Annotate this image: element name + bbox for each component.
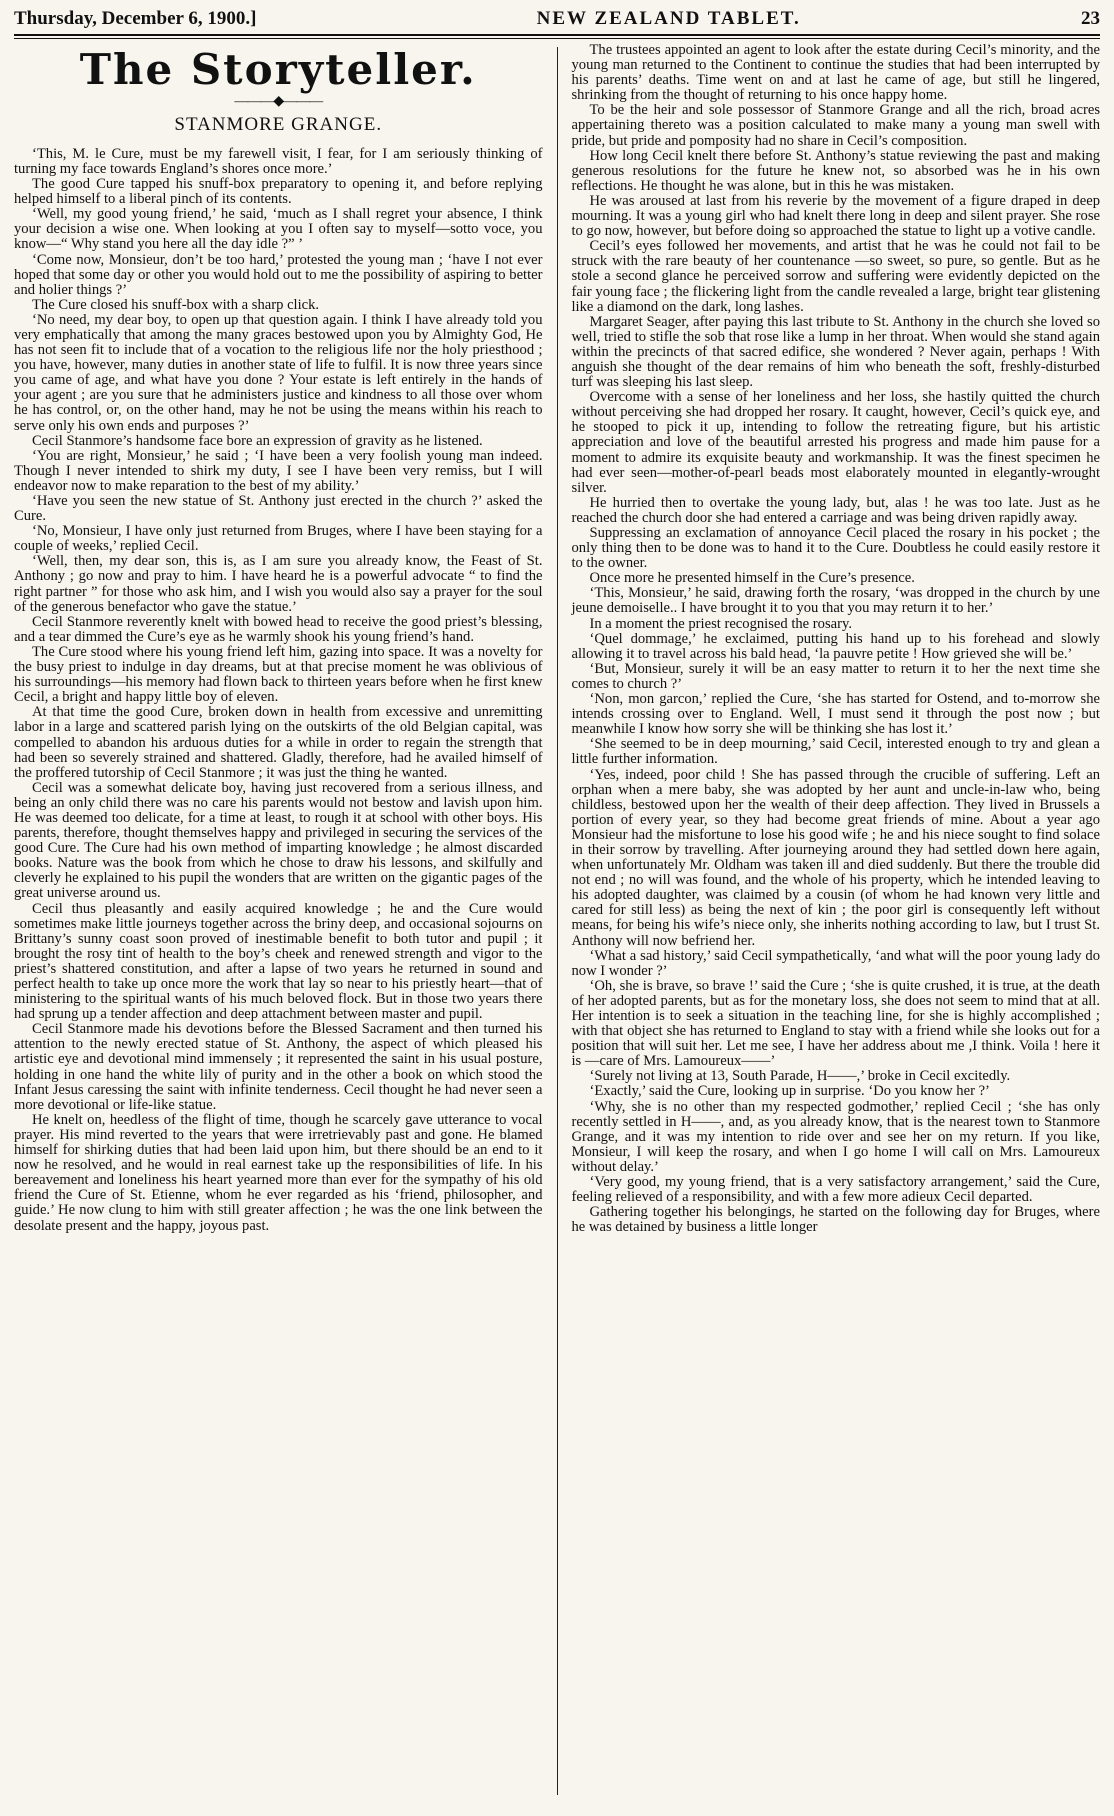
paragraph: ‘Non, mon garcon,’ replied the Cure, ‘she has started for Ostend, and to-morrow she intends crossing over to England. Well, I must send it through the post now ; but meanwhile I know how sorry she will be thinking she has lost it.’: [571, 691, 1100, 738]
header-rule-thin: [14, 38, 1100, 39]
paragraph: ‘Why, she is no other than my respected godmother,’ replied Cecil ; ‘she has only recently settled in H——, and, as you already know, that is the nearest town to Stanmore Grange, and it was my intention to ride over and see her on my return. If you like, Monsieur, I will keep the rosary, and when I go home I will call on Mrs. Lamoureux without delay.’: [571, 1098, 1100, 1175]
paragraph: He was aroused at last from his reverie by the movement of a figure draped in deep mourning. It was a young girl who had knelt there long in deep and silent prayer. She rose to go now, however, but before doing so approached the statue to light up a votive candle.: [571, 192, 1100, 240]
paragraph: ‘You are right, Monsieur,’ he said ; ‘I have been a very foolish young man indeed. Though I never intended to shirk my duty, I see I have been very remiss, but I will endeavor now to make reparation to the best of my ability.’: [14, 447, 543, 494]
paragraph: Suppressing an exclamation of annoyance Cecil placed the rosary in his pocket ; the only thing then to be done was to hand it to the Cure. Doubtless he could easily restore it to the owner.: [571, 525, 1100, 572]
paragraph: Cecil’s eyes followed her movements, and artist that he was he could not fail to be struck with the rare beauty of her countenance —so sweet, so pure, so gentle. But as he stole a second glance he perceived sorrow and suffering were evidently depicted on the fair young face ; the flickering light from the candle revealed a large, bright tear glistening like a diamond on the dark, long lashes.: [571, 238, 1100, 315]
right-column: [558, 43, 1101, 1795]
paragraph: Cecil Stanmore’s handsome face bore an expression of gravity as he listened.: [32, 432, 483, 449]
paragraph: Margaret Seager, after paying this last tribute to St. Anthony in the church she loved so well, tried to stifle the sob that rose like a lump in her throat. When would she stand again within the precincts of that sacred edifice, she wondered ? Never again, perhaps ! With anguish she thought of the dear remains of him who beneath the soft, freshly-disturbed turf was sleeping his last sleep.: [571, 313, 1100, 391]
paragraph: Cecil was a somewhat delicate boy, having just recovered from a serious illness, and being an only child there was no care his parents would not bestow and lavish upon him. He was deemed too delicate, for a time at least, to rough it at school with other boys. His parents, therefore, thought themselves happy and privileged in securing the services of the good Cure. The Cure had his own method of imparting knowledge ; he almost discarded books. Nature was the book from which he chose to draw his lessons, and skilfully and cleverly he explained to his pupil the wonders that are written on the gigantic pages of the great universe around us.: [14, 779, 543, 902]
paragraph: The Cure closed his snuff-box with a sharp click.: [32, 296, 320, 313]
paragraph: Cecil Stanmore made his devotions before the Blessed Sacrament and then turned his attention to the newly erected statue of St. Anthony, the aspect of which pleased his artistic eye and devotional mind immensely ; it represented the saint in his usual posture, holding in one hand the white lily of purity and in the other a book on which stood the Infant Jesus caressing the saint with infinite tenderness. Cecil thought he had never seen a more devotional or life-like statue.: [14, 1021, 543, 1113]
paragraph: Overcome with a sense of her loneliness and her loss, she hastily quitted the church without perceiving she had dropped her rosary. It caught, however, Cecil’s quick eye, and he stooped to pick it up, intending to follow the retreating figure, but his artistic appreciation and love of the beautiful arrested his progress and made him pause for a moment to admire its exquisite beauty and workmanship. It was the finest specimen he had ever seen—mother-of-pearl beads most elaborately mounted in elegantly-wrought silver.: [571, 389, 1100, 496]
paragraph: ‘Very good, my young friend, that is a very satisfactory arrangement,’ said the Cure, feeling relieved of a responsibility, and with a few more adieux Cecil departed.: [571, 1174, 1100, 1206]
header-rule: [14, 34, 1100, 36]
page-number: 23: [1081, 8, 1100, 29]
paragraph: ‘Quel dommage,’ he exclaimed, putting his hand up to his forehead and slowly allowing it to travel across his bald head, ‘la pauvre petite ! How grieved she will be.’: [571, 630, 1100, 662]
paragraph: ‘This, M. le Cure, must be my farewell visit, I fear, for I am seriously thinking of turning my face towards England’s shores once more.’: [14, 145, 543, 177]
paragraph: The Cure stood where his young friend left him, gazing into space. It was a novelty for the busy priest to indulge in day dreams, but at that precise moment he was oblivious of his surroundings—his memory had flown back to thirteen years before when he first knew Cecil, a bright and happy little boy of eleven.: [14, 643, 543, 706]
paragraph: To be the heir and sole possessor of Stanmore Grange and all the rich, broad acres appertaining thereto was a position calculated to make many a young man swell with pride, but pride and pomposity had no share in Cecil’s composition.: [571, 102, 1100, 149]
paragraph: The trustees appointed an agent to look after the estate during Cecil’s minority, and the young man returned to the Continent to continue the studies that had been interrupted by his parents’ deaths. Time went on and at last he came of age, but still he lingered, shrinking from the thought of returning to his once happy home.: [571, 43, 1100, 104]
left-column-body: [14, 147, 543, 1234]
section-masthead: The Storyteller.: [79, 45, 477, 94]
paragraph: ‘Well, then, my dear son, this is, as I am sure you already know, the Feast of St. Anthony ; go now and pray to him. I have heard he is a powerful advocate “ to find the right partner ” for those who ask him, and I wish you would also say a prayer for the soul of the generous benefactor who gave the statue.’: [14, 553, 543, 615]
paragraph: He hurried then to overtake the young lady, but, alas ! he was too late. Just as he reached the church door she had entered a carriage and was being driven rapidly away.: [571, 494, 1100, 526]
paragraph: ‘Oh, she is brave, so brave !’ said the Cure ; ‘she is quite crushed, it is true, at the death of her adopted parents, but as for the monetary loss, she does not seem to mind that at all. Her intention is to seek a situation in the teaching line, for she is highly accomplished ; with that object she has returned to England to stay with a friend while she looks out for a position that will suit her. Let me see, I have her address about me ,I think. Voila ! here it is —care of Mrs. Lamoureux——’: [571, 977, 1100, 1070]
paragraph: He knelt on, heedless of the flight of time, though he scarcely gave utterance to vocal prayer. His mind reverted to the years that were irretrievably past and gone. He blamed himself for shirking duties that had been laid upon him, but there should be an end to it now he resolved, and he would in real earnest take up the responsibilities of life. In his bereavement and loneliness his heart yearned more than ever for the sympathy of his old friend the Cure of St. Etienne, whom he ever regarded as his ‘friend, philosopher, and guide.’ He now clung to him with still greater affection ; he was the one link between the desolate present and the happy, joyous past.: [14, 1111, 543, 1234]
paragraph: ‘But, Monsieur, surely it will be an easy matter to return it to her the next time she comes to church ?’: [571, 660, 1100, 692]
paragraph: Once more he presented himself in the Cure’s presence.: [589, 570, 915, 587]
paragraph: ‘Exactly,’ said the Cure, looking up in surprise. ‘Do you know her ?’: [589, 1083, 990, 1100]
page-header: [14, 6, 1100, 32]
columns: [14, 43, 1100, 1795]
paragraph: How long Cecil knelt there before St. Anthony’s statue reviewing the past and making generous resolutions for the future he knew not, so absorbed was he in his own reflections. He thought he was alone, but in this he was mistaken.: [571, 147, 1100, 194]
issue-date: Thursday, December 6, 1900.]: [14, 8, 257, 29]
paragraph: ‘Well, my good young friend,’ he said, ‘much as I shall regret your absence, I think your decision a wise one. When looking at you I often say to myself—sotto voce, you know—“ Why stand you here all the day idle ?” ’: [14, 206, 543, 253]
paragraph: ‘No need, my dear boy, to open up that question again. I think I have already told you very emphatically that among the many graces bestowed upon you by Almighty God, He has not seen fit to include that of a vocation to the religious life nor the holy priesthood ; you have, however, many duties in another state of life to fulfil. It is now three years since you came of age, and what have you done ? Your estate is left entirely in the hands of your agent ; are you sure that he administers justice and kindness to all those over whom he has control, or, on the other hand, may he not be using the means within his reach to serve only his own ends and purposes ?’: [14, 311, 543, 434]
left-column: [14, 43, 557, 1795]
paragraph: ‘Yes, indeed, poor child ! She has passed through the crucible of suffering. Left an orphan when a mere baby, she was adopted by her aunt and uncle-in-law who, being childless, bestowed upon her the wealth of their deep affection. They lived in Brussels a portion of every year, so they had become great friends of mine. About a year ago Monsieur had the misfortune to lose his good wife ; he and his niece sought to find solace in their sorrow by travelling. After journeying around they had settled down here again, when unfortunately Mr. Oldham was taken ill and died suddenly. But there the trouble did not end ; no will was found, and the whole of his property, which he intended leaving to his adopted daughter, was claimed by a cousin (of whom he had known very little and cared for still less) as being the next of kin ; the poor girl is consequently left without means, for being his wife’s niece only, she inherits nothing according to law, but I trust St. Anthony will now befriend her.: [571, 766, 1100, 949]
right-column-body: [572, 43, 1101, 1235]
paragraph: Cecil thus pleasantly and easily acquired knowledge ; he and the Cure would sometimes make little journeys together across the briny deep, and occasional sojourns on Brittany’s sunny coast soon proved of inestimable benefit to both tutor and pupil ; it brought the rosy tint of health to the boy’s cheek and renewed strength and vigor to the priest’s shattered constitution, and after a lapse of two years he returned in sound and perfect health to take up once more the work that lay so near to his priestly heart—that of ministering to the spiritual wants of his much beloved flock. But in those two years there had sprung up a tender affection and deep attachment between master and pupil.: [14, 900, 543, 1023]
publication-title: NEW ZEALAND TABLET.: [536, 8, 801, 29]
paragraph: The good Cure tapped his snuff-box preparatory to opening it, and before replying helped himself to a liberal pinch of its contents.: [14, 176, 543, 208]
paragraph: ‘Come now, Monsieur, don’t be too hard,’ protested the young man ; ‘have I not ever hoped that some day or other you would hold out to me the possibility of aspiring to better and holier things ?’: [14, 251, 543, 298]
paragraph: Gathering together his belongings, he started on the following day for Bruges, where he was detained by business a little longer: [571, 1204, 1100, 1236]
paragraph: ‘She seemed to be in deep mourning,’ said Cecil, interested enough to try and glean a little further information.: [571, 736, 1100, 768]
paragraph: At that time the good Cure, broken down in health from excessive and unremitting labor in a large and scattered parish lying on the outskirts of the old Belgian capital, was compelled to abandon his arduous duties for a while in order to regain the strength that had been so severely strained and shattered. Gladly, therefore, had he availed himself of the proffered tutorship of Cecil Stanmore ; it was just the thing he wanted.: [14, 704, 543, 781]
paragraph: ‘No, Monsieur, I have only just returned from Bruges, where I have been staying for a couple of weeks,’ replied Cecil.: [14, 523, 543, 555]
paragraph: ‘What a sad history,’ said Cecil sympathetically, ‘and what will the poor young lady do now I wonder ?’: [571, 947, 1100, 979]
story-title: STANMORE GRANGE.: [174, 114, 383, 136]
paragraph: In a moment the priest recognised the rosary.: [589, 615, 852, 632]
paragraph: ‘Surely not living at 13, South Parade, H——,’ broke in Cecil excitedly.: [589, 1068, 1011, 1085]
paragraph: ‘Have you seen the new statue of St. Anthony just erected in the church ?’ asked the Cure.: [14, 493, 543, 525]
paragraph: Cecil Stanmore reverently knelt with bowed head to receive the good priest’s blessing, and a tear dimmed the Cure’s eye as he warmly shook his young friend’s hand.: [14, 613, 543, 645]
ornament-divider: ———◆———: [234, 94, 323, 110]
paragraph: ‘This, Monsieur,’ he said, drawing forth the rosary, ‘was dropped in the church by une jeune demoiselle.. I have brought it to you that you may return it to her.’: [571, 585, 1100, 617]
